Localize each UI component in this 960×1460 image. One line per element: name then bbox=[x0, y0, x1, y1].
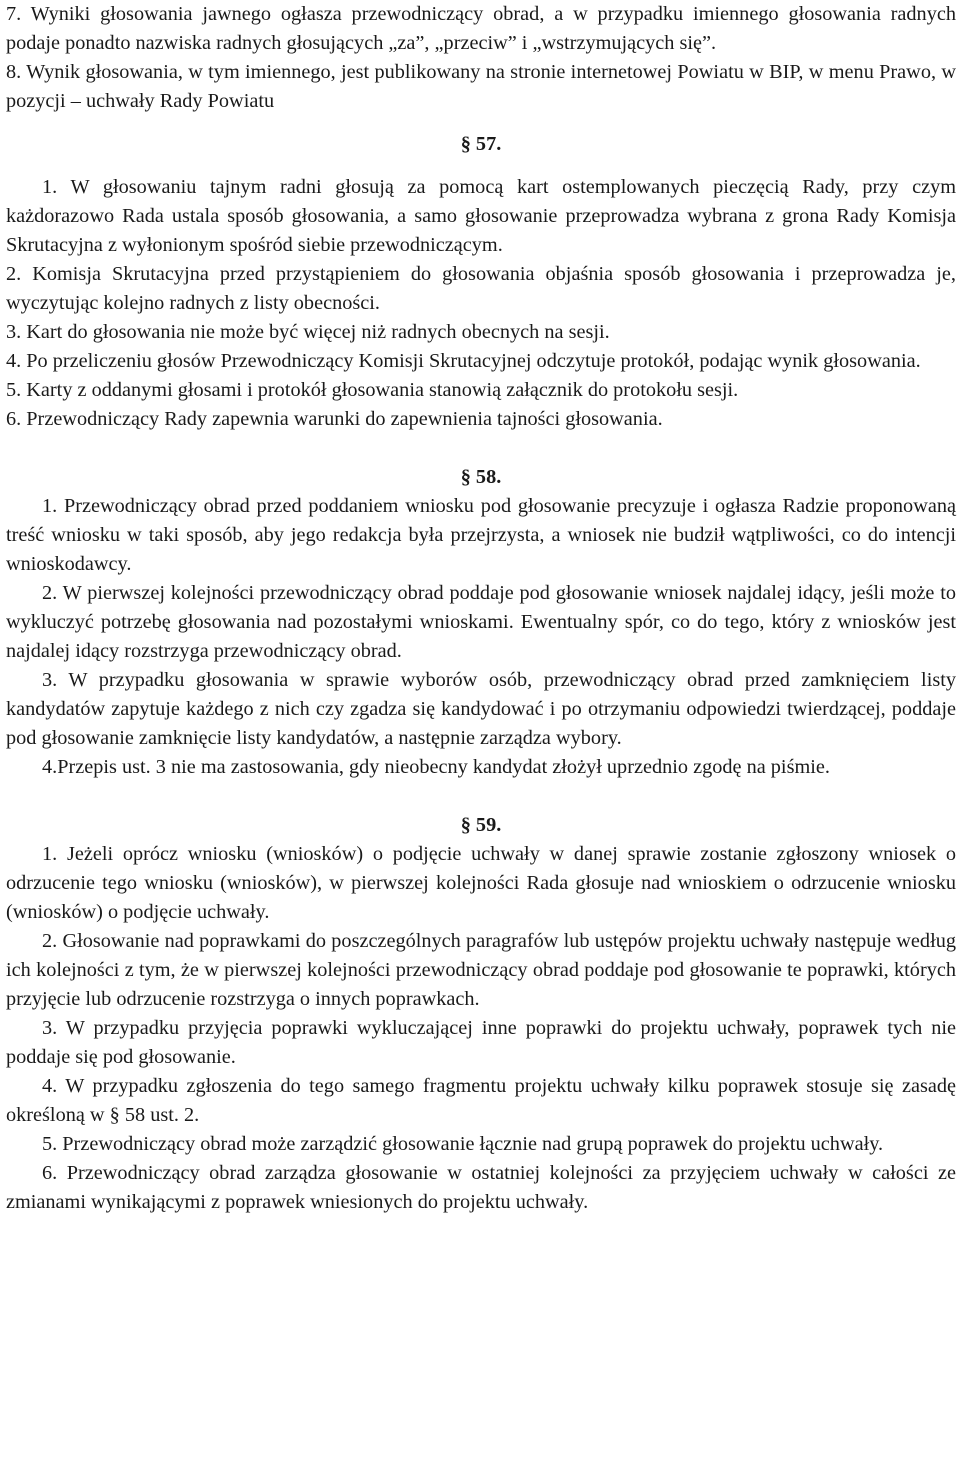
s57-item-4: 4. Po przeliczeniu głosów Przewodniczący Komisji Skrutacyjnej odczytuje protokół, podając wynik głosowania. bbox=[6, 350, 921, 372]
spacer bbox=[6, 159, 956, 173]
section-heading-58: § 58. bbox=[460, 466, 502, 488]
section-heading-59: § 59. bbox=[460, 814, 502, 836]
s58-item-3: 3. W przypadku głosowania w sprawie wyborów osób, przewodniczący obrad przed zamknięciem listy kandydatów zapytuje każdego z nich czy zgadza się kandydować i po otrzymaniu odpowiedzi twierdzącej, poddaje pod głosowanie zamknięcie listy kandydatów, a następnie zarządza wybory. bbox=[6, 669, 956, 749]
s58-item-1: 1. Przewodniczący obrad przed poddaniem wniosku pod głosowanie precyzuje i ogłasza Radzie proponowaną treść wniosku w taki sposób, aby jego redakcja była przejrzysta, a wniosek nie budził wątpliwości, co do intencji wnioskodawcy. bbox=[6, 495, 956, 575]
s58-item-2: 2. W pierwszej kolejności przewodniczący obrad poddaje pod głosowanie wniosek najdalej idący, jeśli może to wykluczyć potrzebę głosowania nad pozostałymi wnioskami. Ewentualny spór, co do tego, który z wniosków jest najdalej idący rozstrzyga przewodniczący obrad. bbox=[6, 582, 956, 662]
spacer bbox=[6, 434, 956, 463]
spacer bbox=[6, 116, 956, 130]
s59-item-1: 1. Jeżeli oprócz wniosku (wniosków) o podjęcie uchwały w danej sprawie zostanie zgłoszony wniosek o odrzucenie tego wniosku (wniosków), w pierwszej kolejności Rada głosuje nad wnioskiem o odrzucenie wniosku (wniosków) o podjęcie uchwały. bbox=[6, 843, 956, 923]
s59-item-2: 2. Głosowanie nad poprawkami do poszczególnych paragrafów lub ustępów projektu uchwały następuje według ich kolejności z tym, że w pierwszej kolejności przewodniczący obrad poddaje pod głosowanie te poprawki, których przyjęcie lub odrzucenie rozstrzyga o innych poprawkach. bbox=[6, 930, 956, 1010]
section-heading-57: § 57. bbox=[460, 133, 502, 155]
s59-item-3: 3. W przypadku przyjęcia poprawki wykluczającej inne poprawki do projektu uchwały, poprawek tych nie poddaje się pod głosowanie. bbox=[6, 1017, 956, 1068]
paragraph-8: 8. Wynik głosowania, w tym imiennego, jest publikowany na stronie internetowej Powiatu w BIP, w menu Prawo, w pozycji – uchwały Rady Powiatu bbox=[6, 61, 956, 112]
spacer bbox=[6, 782, 956, 811]
s58-item-4: 4.Przepis ust. 3 nie ma zastosowania, gdy nieobecny kandydat złożył uprzednio zgodę na piśmie. bbox=[42, 756, 830, 778]
s57-item-6: 6. Przewodniczący Rady zapewnia warunki do zapewnienia tajności głosowania. bbox=[6, 408, 663, 430]
s57-item-1: 1. W głosowaniu tajnym radni głosują za pomocą kart ostemplowanych pieczęcią Rady, przy czym każdorazowo Rada ustala sposób głosowania, a samo głosowanie przeprowadza wybrana z grona Rady Komisja Skrutacyjna z wyłonionym spośród siebie przewodniczącym. bbox=[6, 176, 956, 256]
document-page bbox=[6, 0, 956, 1217]
s57-item-2: 2. Komisja Skrutacyjna przed przystąpieniem do głosowania objaśnia sposób głosowania i przeprowadza je, wyczytując kolejno radnych z listy obecności. bbox=[6, 263, 956, 314]
s59-item-6: 6. Przewodniczący obrad zarządza głosowanie w ostatniej kolejności za przyjęciem uchwały w całości ze zmianami wynikającymi z poprawek wniesionych do projektu uchwały. bbox=[6, 1162, 956, 1213]
s57-item-5: 5. Karty z oddanymi głosami i protokół głosowania stanowią załącznik do protokołu sesji. bbox=[6, 379, 739, 401]
s59-item-5: 5. Przewodniczący obrad może zarządzić głosowanie łącznie nad grupą poprawek do projektu uchwały. bbox=[42, 1133, 884, 1155]
s57-item-3: 3. Kart do głosowania nie może być więcej niż radnych obecnych na sesji. bbox=[6, 321, 610, 343]
paragraph-7: 7. Wyniki głosowania jawnego ogłasza przewodniczący obrad, a w przypadku imiennego głosowania radnych podaje ponadto nazwiska radnych głosujących „za”, „przeciw” i „wstrzymujących się”. bbox=[6, 3, 956, 54]
s59-item-4: 4. W przypadku zgłoszenia do tego samego fragmentu projektu uchwały kilku poprawek stosuje się zasadę określoną w § 58 ust. 2. bbox=[6, 1075, 956, 1126]
